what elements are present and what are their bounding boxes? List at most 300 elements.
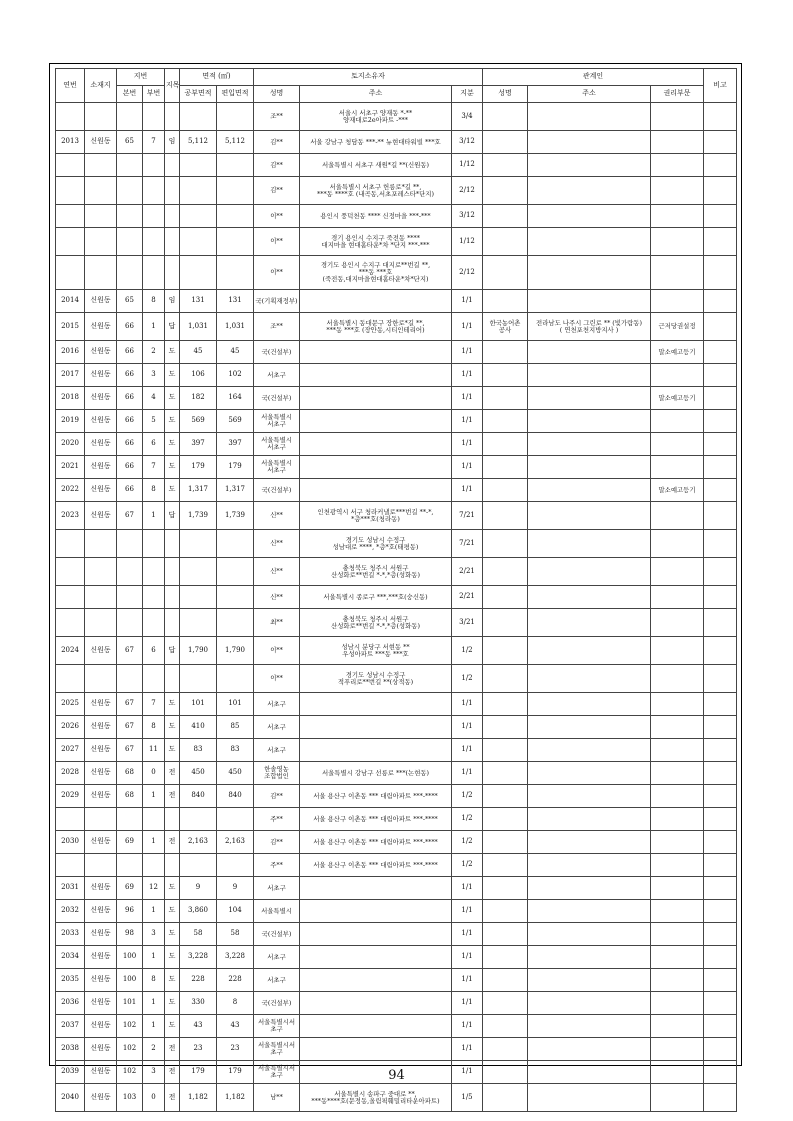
row-year [56, 103, 85, 131]
header-note: 비고 [704, 69, 737, 103]
table-row [56, 609, 737, 637]
row-share: 1/1 [452, 1015, 483, 1038]
row-lot-sub: 3 [143, 923, 165, 946]
row-note [704, 609, 737, 637]
row-lot-main: 100 [117, 969, 143, 992]
row-lot-main: 66 [117, 410, 143, 433]
row-lot-main [117, 586, 143, 609]
row-rights-address [528, 831, 651, 854]
row-owner-address: 서울특별시 서초구 새원*길 **(신원동) [300, 154, 452, 177]
table-row [56, 502, 737, 530]
header-rights-group: 관계인 [483, 69, 704, 86]
row-area-acquired [217, 854, 254, 877]
header-area-acquired: 편입면적 [217, 86, 254, 103]
row-note [704, 739, 737, 762]
table-row [56, 177, 737, 205]
row-note [704, 1038, 737, 1061]
row-rights-address [528, 387, 651, 410]
row-area-acquired [217, 530, 254, 558]
row-lot-sub: 1 [143, 900, 165, 923]
row-location: 신원동 [85, 364, 117, 387]
row-note [704, 502, 737, 530]
row-note [704, 410, 737, 433]
row-rights-address [528, 877, 651, 900]
row-location [85, 205, 117, 228]
row-year: 2026 [56, 716, 85, 739]
row-area-public [180, 854, 217, 877]
row-lot-sub: 1 [143, 992, 165, 1015]
row-note [704, 456, 737, 479]
row-note [704, 693, 737, 716]
row-year: 2029 [56, 785, 85, 808]
row-category: 도 [165, 969, 180, 992]
row-rights-type [651, 154, 704, 177]
row-share: 1/1 [452, 762, 483, 785]
row-year: 2034 [56, 946, 85, 969]
row-note [704, 364, 737, 387]
row-note [704, 946, 737, 969]
row-lot-sub: 1 [143, 1015, 165, 1038]
table-row [56, 558, 737, 586]
row-note [704, 131, 737, 154]
row-rights-type [651, 586, 704, 609]
row-lot-sub: 8 [143, 969, 165, 992]
row-category [165, 558, 180, 586]
row-area-public: 179 [180, 1061, 217, 1084]
row-owner-name: 김** [254, 177, 300, 205]
row-area-acquired: 83 [217, 739, 254, 762]
row-area-public: 43 [180, 1015, 217, 1038]
row-location: 신원동 [85, 923, 117, 946]
row-year: 2027 [56, 739, 85, 762]
row-location [85, 228, 117, 256]
row-area-acquired [217, 205, 254, 228]
row-share: 1/12 [452, 154, 483, 177]
row-year [56, 154, 85, 177]
row-area-public [180, 228, 217, 256]
row-rights-type [651, 808, 704, 831]
row-year: 2025 [56, 693, 85, 716]
row-lot-sub [143, 665, 165, 693]
row-location: 신원동 [85, 716, 117, 739]
row-rights-address [528, 739, 651, 762]
row-rights-address [528, 637, 651, 665]
row-year [56, 205, 85, 228]
row-rights-address [528, 854, 651, 877]
row-rights-type [651, 290, 704, 313]
row-area-acquired: 45 [217, 341, 254, 364]
row-category: 답 [165, 313, 180, 341]
row-rights-address [528, 693, 651, 716]
row-lot-sub [143, 154, 165, 177]
header-area-group: 면적 (㎡) [180, 69, 254, 86]
row-share: 1/1 [452, 341, 483, 364]
row-year: 2023 [56, 502, 85, 530]
row-note [704, 228, 737, 256]
table-row [56, 854, 737, 877]
row-rights-address [528, 785, 651, 808]
row-lot-sub [143, 103, 165, 131]
row-owner-address [300, 364, 452, 387]
row-rights-type [651, 992, 704, 1015]
row-note [704, 716, 737, 739]
row-location: 신원동 [85, 1061, 117, 1084]
row-lot-main [117, 154, 143, 177]
row-category [165, 530, 180, 558]
row-share: 7/21 [452, 502, 483, 530]
row-rights-address [528, 410, 651, 433]
row-note [704, 831, 737, 854]
row-share: 1/1 [452, 1038, 483, 1061]
row-lot-main: 66 [117, 341, 143, 364]
row-location: 신원동 [85, 1038, 117, 1061]
table-row [56, 877, 737, 900]
row-lot-main: 68 [117, 785, 143, 808]
row-area-public [180, 154, 217, 177]
row-category: 임 [165, 290, 180, 313]
row-share: 2/12 [452, 256, 483, 290]
table-row [56, 364, 737, 387]
row-location: 신원동 [85, 831, 117, 854]
row-category [165, 586, 180, 609]
row-year: 2018 [56, 387, 85, 410]
row-location: 신원동 [85, 946, 117, 969]
row-category: 답 [165, 502, 180, 530]
row-rights-address [528, 665, 651, 693]
row-area-acquired: 179 [217, 1061, 254, 1084]
row-year: 2022 [56, 479, 85, 502]
table-row [56, 256, 737, 290]
table-row [56, 530, 737, 558]
row-rights-name [483, 205, 528, 228]
row-lot-sub [143, 854, 165, 877]
row-location: 신원동 [85, 637, 117, 665]
row-rights-type [651, 693, 704, 716]
row-lot-sub: 0 [143, 1084, 165, 1112]
header-rights-name: 성명 [483, 86, 528, 103]
row-year: 2021 [56, 456, 85, 479]
row-area-acquired: 131 [217, 290, 254, 313]
table-row [56, 665, 737, 693]
row-lot-sub: 8 [143, 290, 165, 313]
row-owner-address [300, 739, 452, 762]
row-rights-name [483, 923, 528, 946]
row-owner-name: 서울특별시 [254, 900, 300, 923]
row-category [165, 103, 180, 131]
row-location: 신원동 [85, 1084, 117, 1112]
table-row [56, 341, 737, 364]
row-rights-name [483, 637, 528, 665]
row-year: 2028 [56, 762, 85, 785]
row-lot-sub: 6 [143, 637, 165, 665]
row-area-public [180, 665, 217, 693]
row-area-public: 1,031 [180, 313, 217, 341]
row-owner-address: 용인시 풍덕천동 **** 신정마을 ***-*** [300, 205, 452, 228]
row-area-public: 106 [180, 364, 217, 387]
row-location: 신원동 [85, 410, 117, 433]
row-year: 2040 [56, 1084, 85, 1112]
row-rights-type [651, 131, 704, 154]
row-rights-type [651, 1038, 704, 1061]
row-lot-sub: 3 [143, 364, 165, 387]
row-owner-address [300, 900, 452, 923]
row-year: 2039 [56, 1061, 85, 1084]
table-row [56, 716, 737, 739]
row-owner-name: 이** [254, 228, 300, 256]
row-lot-main: 67 [117, 693, 143, 716]
row-rights-type [651, 530, 704, 558]
row-location [85, 103, 117, 131]
row-area-public: 1,317 [180, 479, 217, 502]
row-location: 신원동 [85, 479, 117, 502]
row-lot-main: 66 [117, 456, 143, 479]
row-rights-type: 근저당권설정 [651, 313, 704, 341]
row-location: 신원동 [85, 739, 117, 762]
row-category [165, 609, 180, 637]
row-owner-name: 이** [254, 256, 300, 290]
row-rights-type [651, 762, 704, 785]
row-rights-name [483, 131, 528, 154]
row-lot-main [117, 609, 143, 637]
row-owner-address: 충청북도 청주시 서원구 산성화로**번길 *-*,*층(성화동) [300, 558, 452, 586]
row-lot-main: 66 [117, 433, 143, 456]
row-rights-type [651, 364, 704, 387]
row-rights-name [483, 739, 528, 762]
row-owner-address [300, 1015, 452, 1038]
header-category: 지목 [165, 69, 180, 103]
row-category: 도 [165, 716, 180, 739]
row-area-acquired [217, 665, 254, 693]
row-note [704, 785, 737, 808]
row-area-acquired: 179 [217, 456, 254, 479]
row-owner-name: 김** [254, 785, 300, 808]
row-lot-sub: 8 [143, 716, 165, 739]
table-row [56, 785, 737, 808]
row-area-public [180, 256, 217, 290]
row-rights-name [483, 1084, 528, 1112]
row-area-acquired: 1,790 [217, 637, 254, 665]
row-area-acquired: 23 [217, 1038, 254, 1061]
row-rights-address: 전라남도 나주시 그린로 ** (빛가람동) ( 연천포천지방지사 ) [528, 313, 651, 341]
row-rights-name [483, 103, 528, 131]
row-note [704, 313, 737, 341]
row-lot-sub [143, 205, 165, 228]
row-owner-name: 주** [254, 808, 300, 831]
row-area-public: 1,182 [180, 1084, 217, 1112]
row-year [56, 854, 85, 877]
row-rights-name [483, 1015, 528, 1038]
row-area-public: 83 [180, 739, 217, 762]
row-location: 신원동 [85, 387, 117, 410]
row-location: 신원동 [85, 290, 117, 313]
row-rights-name [483, 502, 528, 530]
table-row [56, 313, 737, 341]
row-area-public: 397 [180, 433, 217, 456]
row-share: 1/1 [452, 877, 483, 900]
row-note [704, 530, 737, 558]
row-note [704, 103, 737, 131]
row-area-acquired: 1,317 [217, 479, 254, 502]
row-area-acquired: 43 [217, 1015, 254, 1038]
row-rights-name: 한국농어촌 공사 [483, 313, 528, 341]
row-area-acquired [217, 808, 254, 831]
row-share: 1/1 [452, 364, 483, 387]
row-rights-name [483, 479, 528, 502]
row-rights-type [651, 228, 704, 256]
header-rights-type: 권리부문 [651, 86, 704, 103]
row-owner-address [300, 433, 452, 456]
row-category: 전 [165, 1061, 180, 1084]
row-owner-name: 국(건설부) [254, 341, 300, 364]
row-area-public: 3,860 [180, 900, 217, 923]
row-rights-address [528, 946, 651, 969]
row-owner-name: 신** [254, 502, 300, 530]
row-rights-address [528, 762, 651, 785]
row-share: 1/5 [452, 1084, 483, 1112]
row-lot-main: 67 [117, 637, 143, 665]
row-owner-name: 국(건설부) [254, 923, 300, 946]
row-rights-type [651, 410, 704, 433]
row-note [704, 969, 737, 992]
table-row [56, 923, 737, 946]
row-owner-name: 이** [254, 665, 300, 693]
row-category: 도 [165, 364, 180, 387]
row-owner-name: 신** [254, 586, 300, 609]
row-note [704, 479, 737, 502]
row-category: 전 [165, 785, 180, 808]
row-rights-address [528, 479, 651, 502]
row-share: 3/21 [452, 609, 483, 637]
row-area-public [180, 808, 217, 831]
row-category: 도 [165, 877, 180, 900]
row-lot-main [117, 558, 143, 586]
row-year [56, 256, 85, 290]
row-location [85, 177, 117, 205]
row-area-public: 2,163 [180, 831, 217, 854]
row-owner-address: 서울 강남구 청담동 ***-** 뉴현대타워빌 ***호 [300, 131, 452, 154]
row-owner-name: 이** [254, 205, 300, 228]
row-note [704, 665, 737, 693]
row-location: 신원동 [85, 433, 117, 456]
row-lot-sub: 5 [143, 410, 165, 433]
table-row [56, 637, 737, 665]
row-lot-main: 68 [117, 762, 143, 785]
row-rights-name [483, 854, 528, 877]
row-owner-address [300, 456, 452, 479]
row-area-acquired: 102 [217, 364, 254, 387]
row-category: 도 [165, 739, 180, 762]
row-owner-address: 경기도 성남시 수정구 성남대로 ****, *층*호(태평동) [300, 530, 452, 558]
row-year: 2013 [56, 131, 85, 154]
row-note [704, 154, 737, 177]
row-owner-name: 서울특별시 서초구 [254, 456, 300, 479]
row-owner-address [300, 877, 452, 900]
header-lot-main: 본번 [117, 86, 143, 103]
row-owner-name: 국(건설부) [254, 479, 300, 502]
row-area-acquired: 1,182 [217, 1084, 254, 1112]
row-owner-address [300, 693, 452, 716]
row-year [56, 228, 85, 256]
row-area-public: 1,790 [180, 637, 217, 665]
row-rights-type [651, 739, 704, 762]
row-note [704, 290, 737, 313]
table-body [56, 103, 737, 1112]
row-rights-type [651, 969, 704, 992]
row-lot-sub: 3 [143, 1061, 165, 1084]
row-rights-address [528, 131, 651, 154]
row-area-acquired: 228 [217, 969, 254, 992]
row-share: 7/21 [452, 530, 483, 558]
row-lot-sub: 1 [143, 946, 165, 969]
row-owner-address: 서울 용산구 이촌동 *** 대림아파트 ***-**** [300, 854, 452, 877]
row-year: 2038 [56, 1038, 85, 1061]
row-rights-type [651, 502, 704, 530]
row-owner-name: 국(기획재정부) [254, 290, 300, 313]
row-area-public [180, 103, 217, 131]
row-category: 도 [165, 900, 180, 923]
row-owner-name: 서울특별시서 초구 [254, 1061, 300, 1084]
row-note [704, 558, 737, 586]
row-rights-type [651, 716, 704, 739]
row-rights-address [528, 586, 651, 609]
header-lot-group: 지번 [117, 69, 165, 86]
row-rights-address [528, 341, 651, 364]
row-area-acquired [217, 177, 254, 205]
row-lot-main [117, 854, 143, 877]
row-owner-name: 한솔영농 조합법인 [254, 762, 300, 785]
row-share: 2/21 [452, 586, 483, 609]
row-rights-name [483, 387, 528, 410]
row-category: 도 [165, 923, 180, 946]
row-share: 1/1 [452, 946, 483, 969]
row-lot-main: 67 [117, 739, 143, 762]
row-rights-name [483, 586, 528, 609]
row-area-acquired [217, 154, 254, 177]
row-rights-address [528, 530, 651, 558]
row-share: 1/2 [452, 637, 483, 665]
row-year [56, 609, 85, 637]
row-rights-address [528, 228, 651, 256]
row-owner-name: 서울특별시 서초구 [254, 410, 300, 433]
row-area-acquired [217, 609, 254, 637]
row-owner-name: 최** [254, 609, 300, 637]
row-lot-main: 102 [117, 1015, 143, 1038]
row-rights-name [483, 410, 528, 433]
row-owner-name: 조** [254, 103, 300, 131]
row-owner-address: 경기도 성남시 수정구 적푸리로**번길 **(상적동) [300, 665, 452, 693]
row-category [165, 154, 180, 177]
row-area-acquired [217, 103, 254, 131]
row-area-public [180, 609, 217, 637]
table-row [56, 290, 737, 313]
table-row [56, 387, 737, 410]
row-category: 전 [165, 1038, 180, 1061]
row-note [704, 900, 737, 923]
row-area-public [180, 530, 217, 558]
row-share: 1/2 [452, 831, 483, 854]
row-note [704, 808, 737, 831]
row-location: 신원동 [85, 502, 117, 530]
row-lot-sub [143, 256, 165, 290]
row-rights-name [483, 716, 528, 739]
row-lot-main: 66 [117, 313, 143, 341]
row-rights-type [651, 923, 704, 946]
row-lot-sub: 12 [143, 877, 165, 900]
row-owner-name: 서울특별시서 초구 [254, 1038, 300, 1061]
row-rights-name [483, 1038, 528, 1061]
row-rights-type [651, 831, 704, 854]
row-area-acquired: 397 [217, 433, 254, 456]
